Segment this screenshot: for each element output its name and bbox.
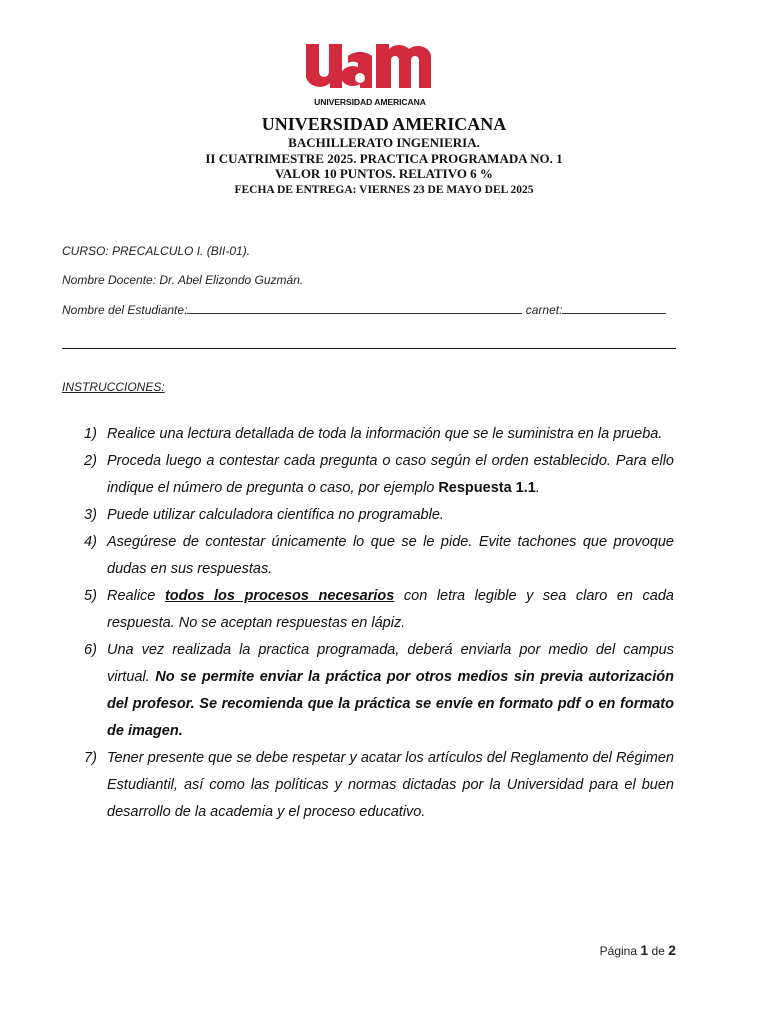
university-title: UNIVERSIDAD AMERICANA [261, 114, 507, 134]
item-number: 7) [84, 750, 97, 766]
item-number: 3) [84, 507, 97, 523]
list-item [62, 502, 674, 529]
program-line: BACHILLERATO INGENIERIA. [288, 135, 480, 150]
logo-caption: UNIVERSIDAD AMERICANA [314, 97, 426, 107]
due-date-line: FECHA DE ENTREGA: VIERNES 23 DE MAYO DEL 2025 [234, 183, 534, 196]
carnet-field[interactable] [562, 303, 666, 314]
page-footer [600, 942, 676, 958]
term-line: II CUATRIMESTRE 2025. PRACTICA PROGRAMADA NO. 1 [205, 150, 563, 166]
item-text-after: . [535, 480, 540, 496]
item-text: Proceda luego a contestar cada pregunta o caso según el orden establecido. Para ello indique el número de pregunta o caso, por ejemplo [107, 453, 674, 496]
total-pages: 2 [668, 942, 676, 958]
item-text: Puede utilizar calculadora científica no programable. [107, 507, 444, 523]
item-number: 2) [84, 453, 97, 469]
student-line [62, 303, 676, 317]
item-text: Asegúrese de contestar únicamente lo que se le pide. Evite tachones que provoque dudas en sus respuestas. [107, 534, 674, 577]
course-line: CURSO: PRECALCULO I. (BII-01). [62, 244, 251, 258]
uam-logo [300, 40, 440, 110]
item-number: 4) [84, 534, 97, 550]
current-page: 1 [640, 942, 649, 958]
list-item [62, 745, 674, 826]
instructions-title: INSTRUCCIONES: [62, 380, 165, 394]
divider-line [62, 348, 676, 349]
item-text: Una vez realizada la practica programada, deberá enviarla por medio del campus virtual. [107, 642, 674, 685]
student-name-field[interactable] [187, 303, 522, 314]
value-line: VALOR 10 PUNTOS. RELATIVO 6 % [275, 166, 493, 181]
item-number: 6) [84, 642, 97, 658]
item-text-before: Realice [107, 588, 165, 604]
student-name-label: Nombre del Estudiante: [62, 303, 188, 317]
item-text: con letra legible y sea claro en cada respuesta. No se aceptan respuestas en lápiz. [107, 588, 674, 631]
list-item [62, 529, 674, 583]
carnet-label: carnet: [525, 303, 563, 317]
page-word: Página [599, 944, 638, 958]
item-emphasis-text: todos los procesos necesarios [164, 588, 395, 604]
uam-logo-mark [300, 40, 440, 96]
teacher-line: Nombre Docente: Dr. Abel Elizondo Guzmán. [62, 273, 304, 287]
list-item [62, 583, 674, 637]
list-item [62, 448, 674, 502]
item-bold-text: Respuesta 1.1 [438, 480, 536, 496]
item-number: 1) [84, 426, 97, 442]
item-bold-text: No se permite enviar la práctica por otros medios sin previa autorización del profesor. Se recomienda que la práctica se envíe en formato pdf o en formato de imagen. [107, 669, 674, 739]
of-word: de [651, 944, 665, 958]
instructions-list [62, 421, 674, 826]
item-text: Realice una lectura detallada de toda la información que se le suministra en la prueba. [107, 426, 663, 442]
item-number: 5) [84, 588, 97, 604]
item-text: Tener presente que se debe respetar y acatar los artículos del Reglamento del Régimen Estudiantil, así como las políticas y normas dictadas por la Universidad para el buen desarrollo de la academia y el proceso educativo. [107, 750, 674, 820]
list-item [62, 637, 674, 745]
list-item [62, 421, 674, 448]
document-header [0, 113, 768, 198]
